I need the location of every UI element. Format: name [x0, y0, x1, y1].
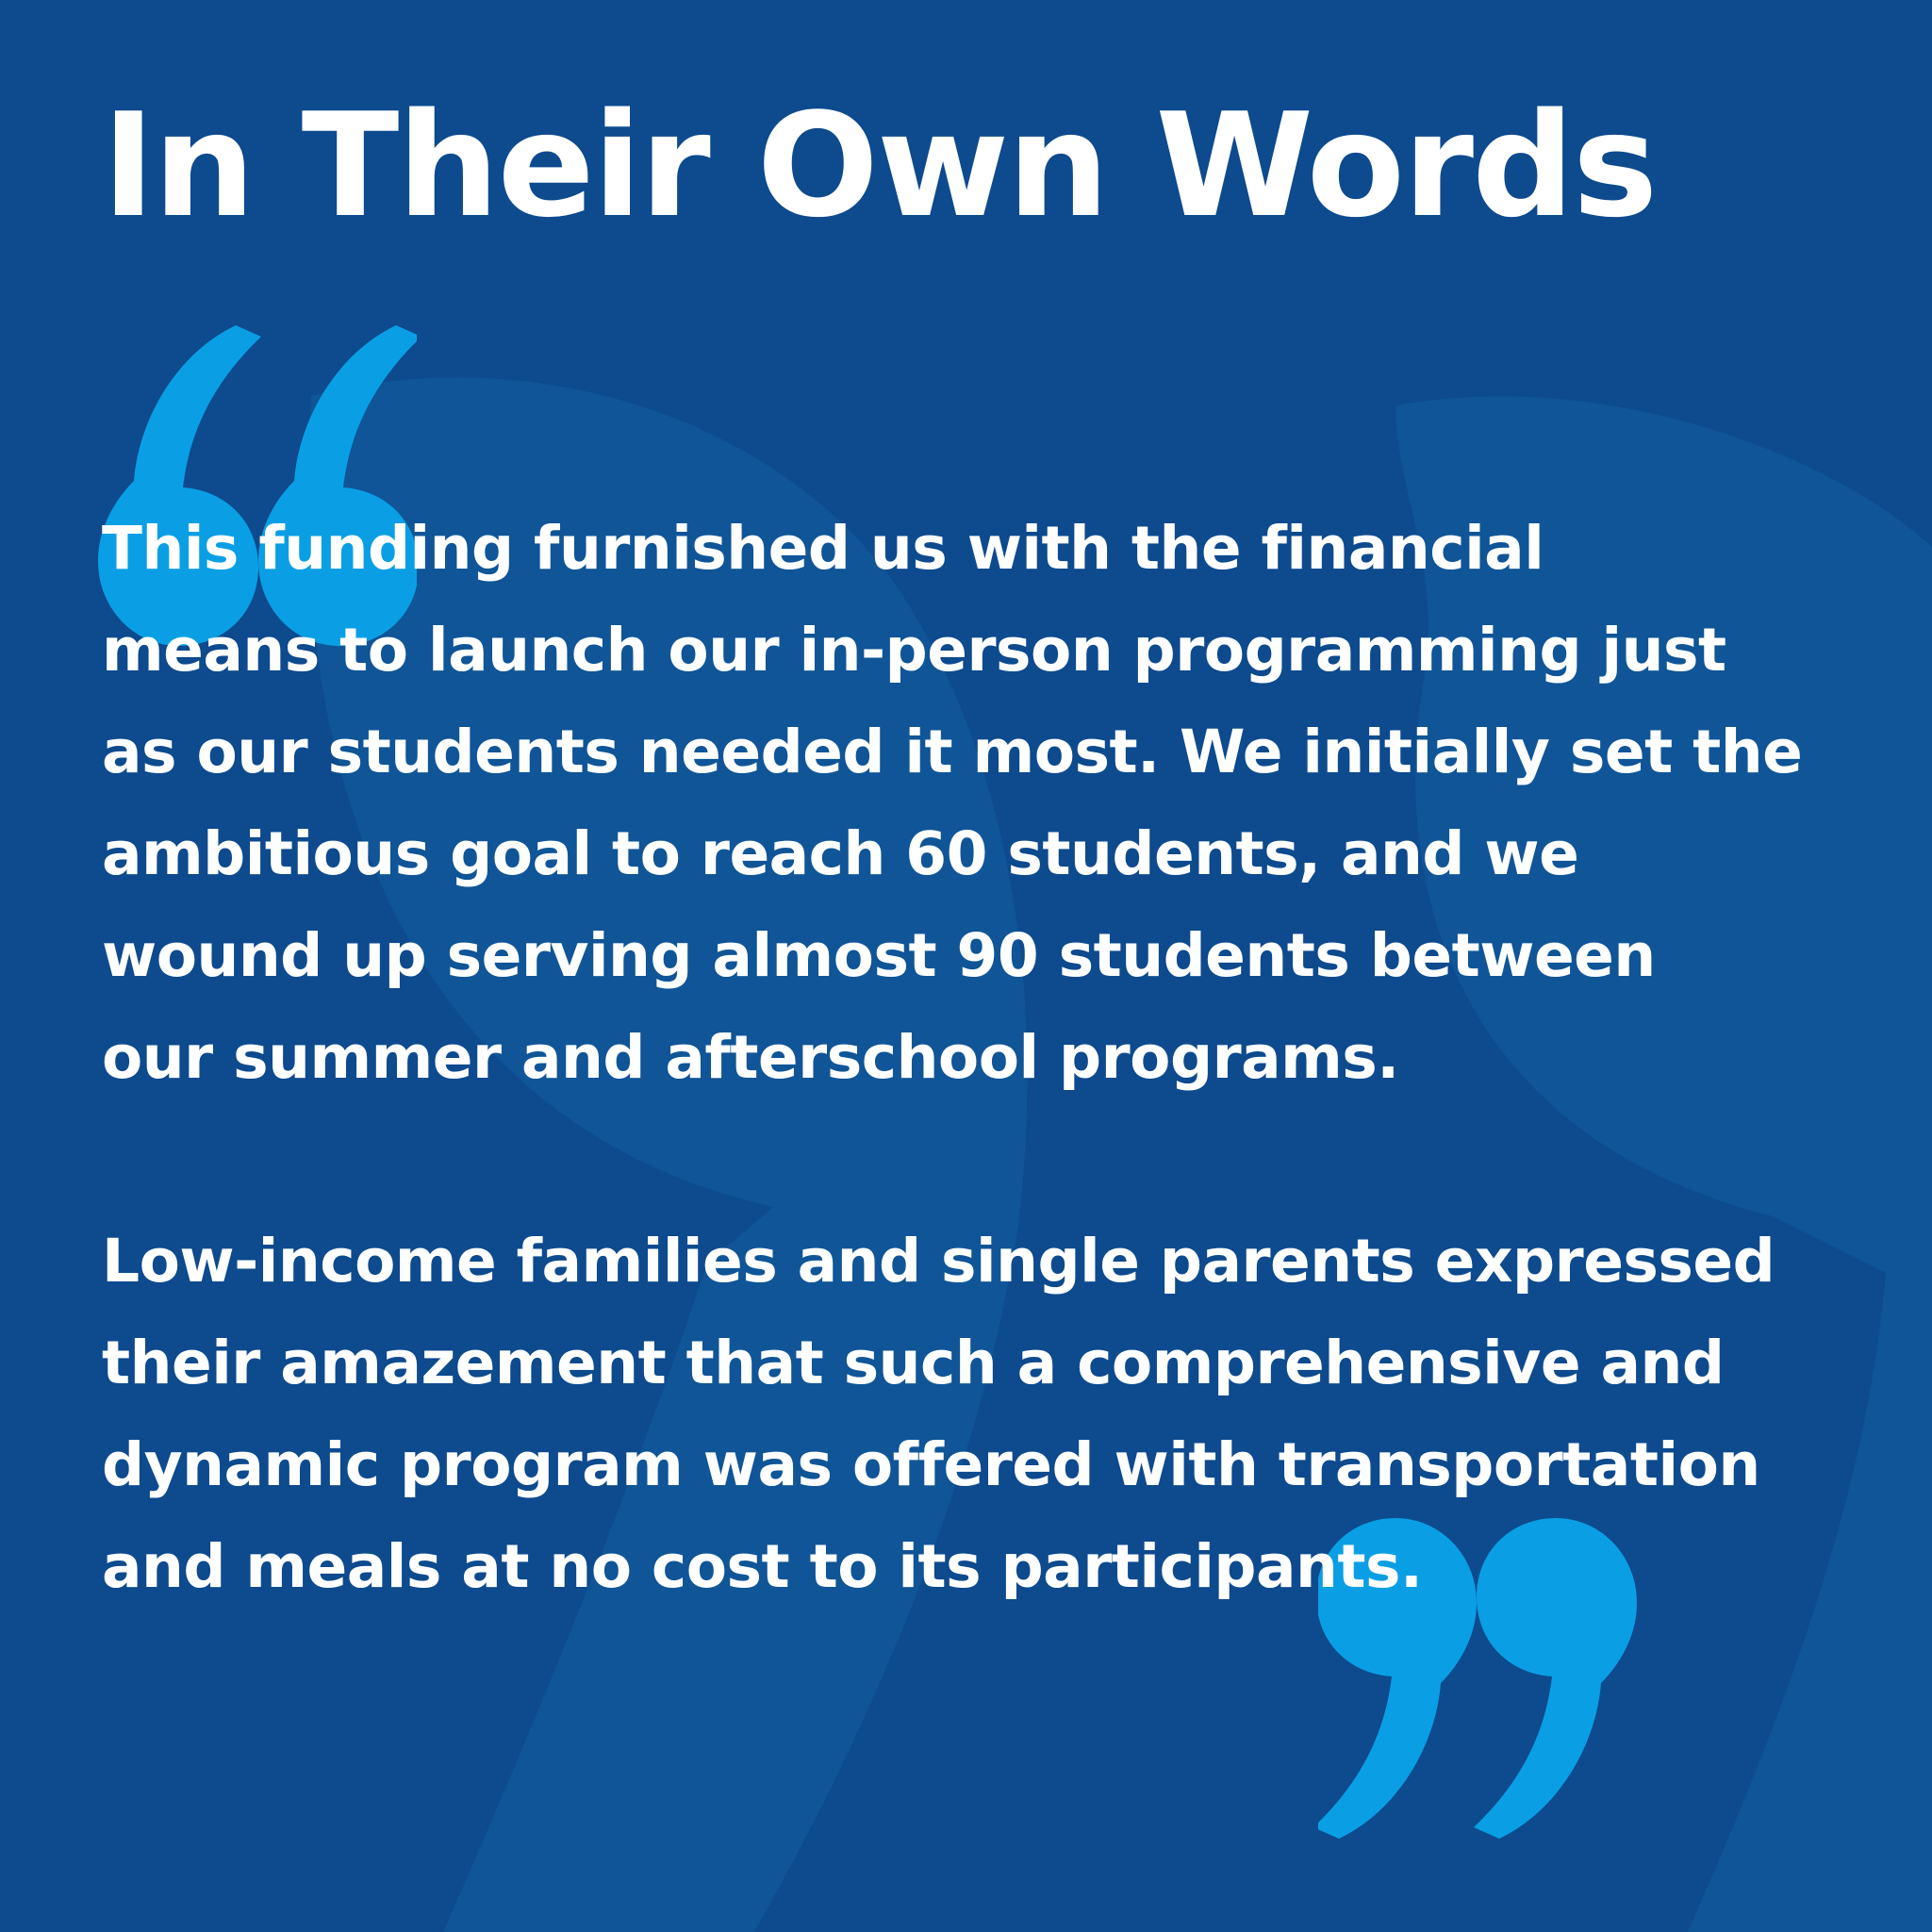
quote-line: This funding furnished us with the financial: [102, 514, 1544, 583]
quote-line: their amazement that such a comprehensive and: [102, 1329, 1725, 1397]
quote-paragraph: [102, 498, 1856, 1109]
quote-line: our summer and afterschool programs.: [102, 1023, 1399, 1092]
quote-line: dynamic program was offered with transportation: [102, 1430, 1760, 1499]
page-title: In Their Own Words: [102, 82, 1657, 249]
quote-line: means to launch our in-person programming just: [102, 616, 1726, 685]
quote-body: [102, 498, 1856, 1618]
quote-line: ambitious goal to reach 60 students, and we: [102, 819, 1579, 888]
quote-line: Low-income families and single parents expressed: [102, 1227, 1775, 1296]
quote-line: and meals at no cost to its participants.: [102, 1532, 1423, 1601]
quote-line: as our students needed it most. We initially set the: [102, 718, 1803, 786]
quote-line: wound up serving almost 90 students between: [102, 921, 1656, 990]
quote-paragraph: [102, 1211, 1856, 1618]
